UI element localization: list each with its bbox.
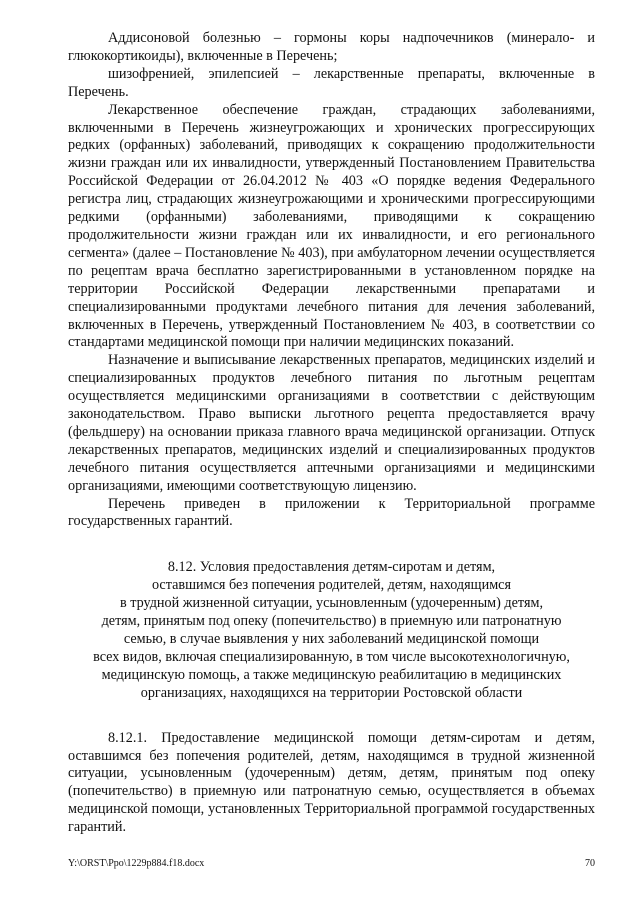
heading-line: 8.12. Условия предоставления детям-сиротам и детям, — [167, 559, 496, 576]
section-heading — [68, 559, 595, 702]
heading-line: медицинскую помощь, а также медицинскую реабилитацию в медицинских — [101, 666, 562, 683]
heading-line: в трудной жизненной ситуации, усыновленным (удочеренным) детям, — [119, 595, 544, 612]
footer-file-path: Y:\ORST\Ppo\1229p884.f18.docx — [68, 858, 205, 869]
heading-line: всех видов, включая специализированную, в том числе высокотехнологичную, — [93, 648, 570, 665]
paragraph-8-12-1: 8.12.1. Предоставление медицинской помощи детям-сиротам и детям, оставшимся без попечения родителей, детям, находящимся в трудной жизненной ситуации, усыновленным (удочеренным) детям, детям, принятым под опеку (попечительство) в приемную или патронатную семью, осуществляется в объемах медицинской помощи, установленных Территориальной программой государственных гарантий. — [68, 729, 595, 836]
paragraph-addison: Аддисоновой болезнью – гормоны коры надпочечников (минерало- и глюкокортикоиды), включенные в Перечень; — [68, 30, 595, 64]
paragraph-drug-provision: Лекарственное обеспечение граждан, страдающих заболеваниями, включенными в Перечень жизнеугрожающих и хронических прогрессирующих редких (орфанных) заболеваний, приводящих к сокращению продолжительности жизни граждан или их инвалидности, утвержденный Постановлением Правительства Российской Федерации от 26.04.2012 № 403 «О порядке ведения Федерального регистра лиц, страдающих жизнеугрожающими и хроническими прогрессирующими редкими (орфанными) заболеваниями, приводящими к сокращению продолжительности жизни граждан или их инвалидности, и его регионального сегмента» (далее – Постановление № 403), при амбулаторном лечении осуществляется по рецептам врача бесплатно зарегистрированными в установленном порядке на территории Российской Федерации лекарственными препаратами и специализированными продуктами лечебного питания для лечения заболеваний, включенных в Перечень, утвержденный Постановлением № 403, в соответствии со стандартами медицинской помощи при наличии медицинских показаний. — [68, 101, 595, 351]
paragraph-prescription: Назначение и выписывание лекарственных препаратов, медицинских изделий и специализированных продуктов лечебного питания по льготным рецептам осуществляется медицинскими организациями в соответствии с действующим законодательством. Право выписки льготного рецепта предоставляется врачу (фельдшеру) на основании приказа главного врача медицинской организации. Отпуск лекарственных препаратов, медицинских изделий и специализированных продуктов лечебного питания осуществляется аптечными организациями и медицинскими организациями, имеющими соответствующую лицензию. — [68, 352, 595, 494]
heading-line: оставшимся без попечения родителей, детям, находящимся — [151, 577, 511, 594]
heading-line: детям, принятым под опеку (попечительство) в приемную или патронатную — [101, 613, 562, 630]
paragraph-schizophrenia: шизофренией, эпилепсией – лекарственные препараты, включенные в Перечень. — [68, 65, 595, 100]
heading-line: семью, в случае выявления у них заболеваний медицинской помощи — [123, 631, 540, 647]
paragraph-list-reference: Перечень приведен в приложении к Территориальной программе государственных гарантий. — [68, 495, 595, 530]
document-page — [68, 30, 595, 837]
page-footer — [68, 858, 595, 870]
page-number: 70 — [585, 858, 595, 869]
heading-line: организациях, находящихся на территории Ростовской области — [140, 684, 523, 701]
